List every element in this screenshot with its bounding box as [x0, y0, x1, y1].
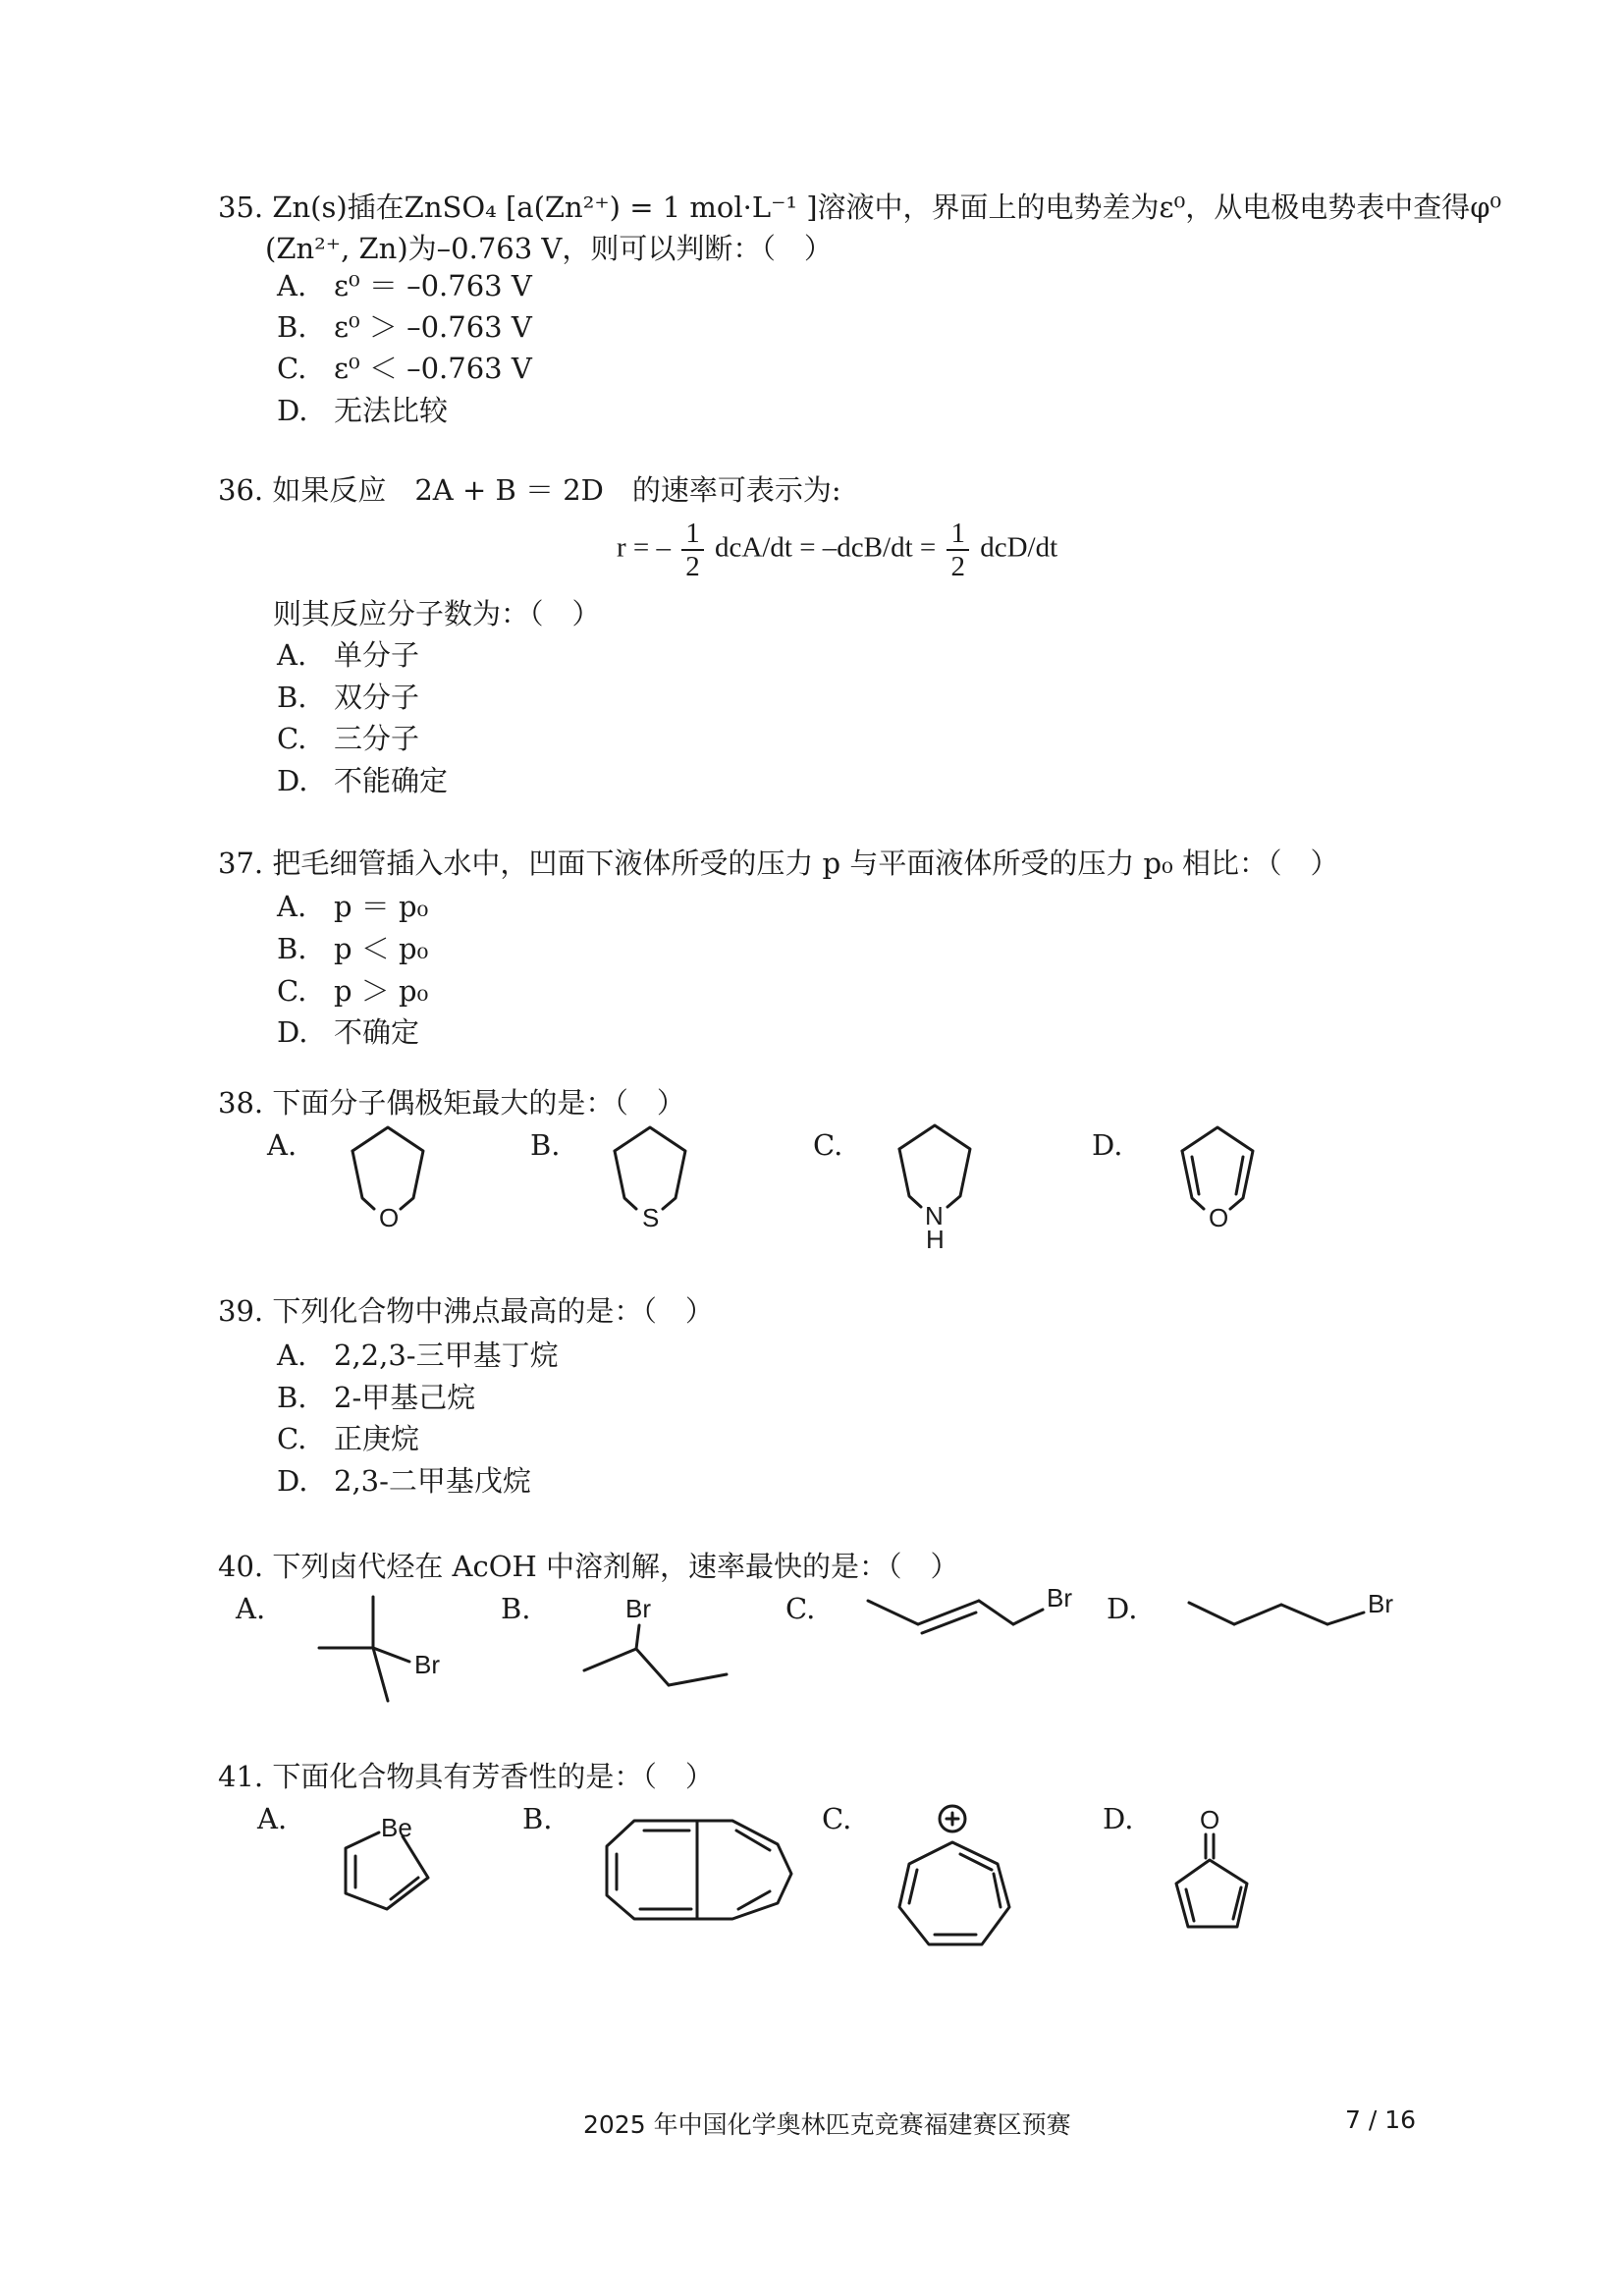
2-bromobutane-structure [574, 1596, 731, 1704]
q41-label-d: D. [1103, 1802, 1134, 1835]
tetrahydrothiophene-structure [601, 1121, 709, 1239]
q37-option-c: C. p ＞ p₀ [277, 974, 429, 1008]
atom-o: O [1209, 1203, 1229, 1232]
q36-rate-formula [617, 518, 1057, 582]
atom-h: H [926, 1225, 945, 1254]
q41-label-a: A. [257, 1802, 288, 1835]
q37-option-b: B. p ＜ p₀ [277, 932, 429, 965]
tert-butyl-bromide-structure [309, 1591, 457, 1709]
q36-option-a: A. 单分子 [277, 638, 420, 672]
q40-label-a: A. [236, 1592, 266, 1625]
q40-label-b: B. [501, 1592, 531, 1625]
q40-label-d: D. [1107, 1592, 1138, 1625]
q41-label-c: C. [822, 1802, 852, 1835]
formula-mid: dcA/dt = –dcB/dt = [715, 531, 937, 564]
q37-option-a: A. p ＝ p₀ [277, 890, 429, 923]
q35-stem-line1: 35. Zn(s)插在ZnSO₄ [a(Zn²⁺) = 1 mol·L⁻¹ ]溶液中，界面上的电势差为ε⁰，从电极电势表中查得φ⁰ [218, 191, 1502, 224]
atom-br: Br [1368, 1589, 1393, 1618]
q36-option-d: D. 不能确定 [277, 764, 449, 797]
q35-option-a: A. ε⁰ ＝ –0.763 V [277, 269, 532, 302]
q41-stem: 41. 下面化合物具有芳香性的是：（ ） [218, 1760, 714, 1793]
q38-label-d: D. [1092, 1128, 1123, 1162]
footer-title: 2025 年中国化学奥林匹克竞赛福建赛区预赛 [583, 2110, 1071, 2139]
q40-stem: 40. 下列卤代烃在 AcOH 中溶剂解，速率最快的是：（ ） [218, 1550, 959, 1583]
q39-option-d: D. 2,3-二甲基戊烷 [277, 1464, 531, 1498]
q37-stem: 37. 把毛细管插入水中，凹面下液体所受的压力 p 与平面液体所受的压力 p₀ 相比：（ ） [218, 847, 1339, 880]
tetrahydrofuran-structure [339, 1121, 447, 1239]
furan-structure [1168, 1121, 1276, 1239]
atom-s: S [642, 1203, 660, 1232]
q37-option-d: D. 不确定 [277, 1015, 420, 1049]
atom-br: Br [625, 1594, 651, 1623]
q35-option-d: D. 无法比较 [277, 394, 449, 427]
atom-o: O [1200, 1805, 1220, 1834]
q38-label-a: A. [267, 1128, 298, 1162]
atom-be: Be [381, 1813, 412, 1842]
page-number: 7 / 16 [1345, 2105, 1417, 2134]
q38-label-c: C. [813, 1128, 843, 1162]
q35-stem-line2: (Zn²⁺, Zn)为–0.763 V，则可以判断：（ ） [265, 232, 833, 265]
q36-option-b: B. 双分子 [277, 681, 420, 714]
formula-frac2: $\frac{1}{2}$ [947, 518, 969, 582]
q39-stem: 39. 下列化合物中沸点最高的是：（ ） [218, 1294, 714, 1328]
atom-n: N [925, 1201, 944, 1230]
atom-o: O [379, 1203, 400, 1232]
q38-label-b: B. [530, 1128, 561, 1162]
q36-stem-line1: 36. 如果反应 2A + B ＝ 2D 的速率可表示为: [218, 473, 841, 507]
q36-option-c: C. 三分子 [277, 722, 420, 755]
allyl-bromide-structure [864, 1583, 1090, 1652]
q39-option-a: A. 2,2,3-三甲基丁烷 [277, 1339, 559, 1372]
pyrrolidine-structure [886, 1120, 994, 1252]
naphthalene-like-bicyclic-structure [601, 1817, 797, 1925]
atom-br: Br [1047, 1583, 1072, 1613]
borole-be-ring-structure [334, 1807, 442, 1920]
q36-stem-line2: 则其反应分子数为：（ ） [273, 597, 601, 630]
q39-option-b: B. 2-甲基己烷 [277, 1381, 476, 1414]
formula-end: dcD/dt [980, 531, 1058, 564]
q40-label-c: C. [785, 1592, 816, 1625]
tropylium-cation-structure [890, 1799, 1037, 1956]
q41-label-b: B. [522, 1802, 553, 1835]
cyclopentadienone-structure [1168, 1805, 1276, 1952]
formula-frac1: $\frac{1}{2}$ [681, 518, 704, 582]
formula-r: r = – [617, 531, 672, 564]
q38-stem: 38. 下面分子偶极矩最大的是：（ ） [218, 1086, 685, 1120]
q35-option-b: B. ε⁰ ＞ –0.763 V [277, 310, 532, 344]
q39-option-c: C. 正庚烷 [277, 1422, 420, 1455]
1-bromobutane-structure [1185, 1583, 1406, 1652]
q35-option-c: C. ε⁰ ＜ –0.763 V [277, 352, 532, 385]
atom-br: Br [414, 1650, 440, 1679]
